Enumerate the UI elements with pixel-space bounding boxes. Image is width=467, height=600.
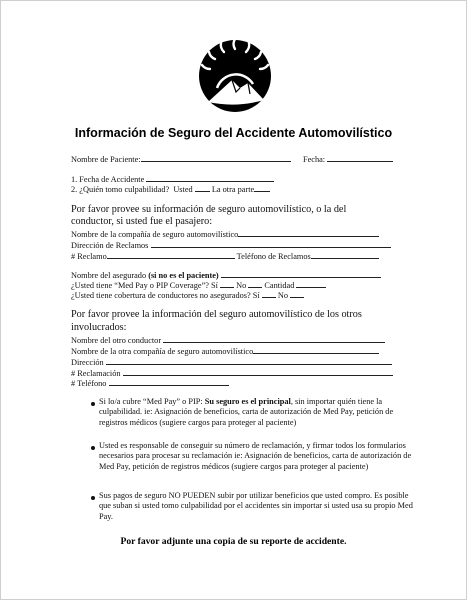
claims-address-label: Dirección de Reclamos (71, 241, 149, 250)
bullet-medpay-pre: Si lo/a cubre “Med Pay” o PIP: (99, 397, 205, 406)
fault-label: 2. ¿Quién tomo culpabilidad? (71, 185, 170, 194)
section2-intro-line2: involucrados: (71, 322, 127, 333)
medpay-yes-line[interactable] (220, 280, 234, 288)
sun-mountain-logo-icon (196, 34, 274, 114)
section2-intro-line1: Por favor provee la información del seguro automovilístico de los otros (71, 309, 362, 320)
bullet-medpay (99, 397, 419, 428)
fault-row (71, 184, 270, 195)
accident-date-label: 1. Fecha de Accidente (71, 175, 145, 184)
patient-name-row (71, 154, 291, 165)
uninsured-yes-line[interactable] (262, 290, 276, 298)
other-claim-label: # Reclamación (71, 369, 121, 378)
page-title: Información de Seguro del Accidente Automovilístico (74, 126, 393, 140)
bullet-claim-text: Usted es responsable de conseguir su número de reclamación, y firmar todos los formularios necesarios para procesar su reclamación ie: Asignación de beneficios, carta de autorización de Med Pay, petición de registros médicos (sugiere cargos para proteger al paciente) (99, 441, 412, 471)
insurance-company-line[interactable] (238, 229, 379, 237)
bullet-dot (91, 496, 95, 500)
uninsured-no-line[interactable] (290, 290, 304, 298)
uninsured-no-label: No (277, 291, 288, 300)
claim-number-label: # Reclamo (71, 252, 107, 261)
fault-you-line[interactable] (195, 184, 210, 192)
other-company-line[interactable] (253, 346, 379, 354)
claims-phone-label: Teléfono de Reclamos (236, 252, 311, 261)
fault-other-line[interactable] (254, 184, 270, 192)
other-driver-label: Nombre del otro conductor (71, 336, 162, 345)
medpay-no-label: No (236, 281, 247, 290)
insurance-company-label: Nombre de la compañía de seguro automovilístico (71, 230, 239, 239)
other-phone-row (71, 378, 229, 389)
insured-name-note: (si no es el paciente) (148, 271, 219, 280)
other-phone-line[interactable] (109, 378, 229, 386)
bullet-insurance-payments (99, 491, 419, 522)
patient-name-line[interactable] (141, 154, 291, 162)
other-company-label: Nombre de la otra compañía de seguro automovilístico (71, 347, 254, 356)
claims-phone-line[interactable] (311, 251, 379, 259)
other-address-label: Dirección (71, 358, 104, 367)
other-driver-line[interactable] (163, 335, 385, 343)
date-line[interactable] (327, 154, 393, 162)
other-phone-label: # Teléfono (71, 379, 107, 388)
other-claim-line[interactable] (123, 368, 393, 376)
bullet-dot (91, 402, 95, 406)
claim-number-row (71, 251, 379, 262)
insurance-company-row (71, 229, 379, 240)
claims-address-row (71, 240, 391, 251)
other-address-row (71, 357, 392, 368)
other-company-row (71, 346, 379, 357)
insured-name-line[interactable] (221, 270, 381, 278)
section1-intro-line1: Por favor provee su información de seguro automovilístico, o la del (71, 204, 347, 215)
footer-note: Por favor adjunte una copia de su reporte de accidente. (120, 536, 347, 547)
date-label: Fecha: (303, 155, 326, 164)
bullet-claim-responsibility (99, 441, 419, 472)
medpay-question: ¿Usted tiene “Med Pay o PIP Coverage”? Sí (71, 281, 218, 290)
section1-intro-line2: conductor, si usted fue el pasajero: (71, 216, 213, 227)
medpay-amount-line[interactable] (296, 280, 326, 288)
medpay-no-line[interactable] (248, 280, 262, 288)
medpay-amount-label: Cantidad (264, 281, 295, 290)
claims-address-line[interactable] (151, 240, 391, 248)
patient-name-label: Nombre de Paciente: (71, 155, 141, 164)
date-row (303, 154, 393, 165)
bullet-payments-text: Sus pagos de seguro NO PUEDEN subir por utilizar beneficios que usted compro. Es posible que suban si usted tomo culpabilidad por el accidentes sin importar si usted usa su propio Med Pay. (99, 491, 413, 521)
insured-name-label: Nombre del asegurado (71, 271, 147, 280)
uninsured-row (71, 290, 304, 301)
bullet-dot (91, 446, 95, 450)
uninsured-question: ¿Usted tiene cobertura de conductores no asegurados? Sí (71, 291, 260, 300)
bullet-medpay-post: , sin importar quién tiene la culpabilidad. ie: Asignación de beneficios, carta de autorización de Med Pay, petición de registros médicos (sugiere cargos para proteger al paciente) (99, 397, 394, 427)
fault-other-label: La otra parte (211, 185, 255, 194)
other-address-line[interactable] (106, 357, 392, 365)
claim-number-line[interactable] (107, 251, 235, 259)
other-driver-row (71, 335, 385, 346)
bullet-medpay-bold: Su seguro es el principal (204, 397, 291, 406)
fault-you-label: Usted (173, 185, 193, 194)
accident-date-line[interactable] (146, 174, 274, 182)
